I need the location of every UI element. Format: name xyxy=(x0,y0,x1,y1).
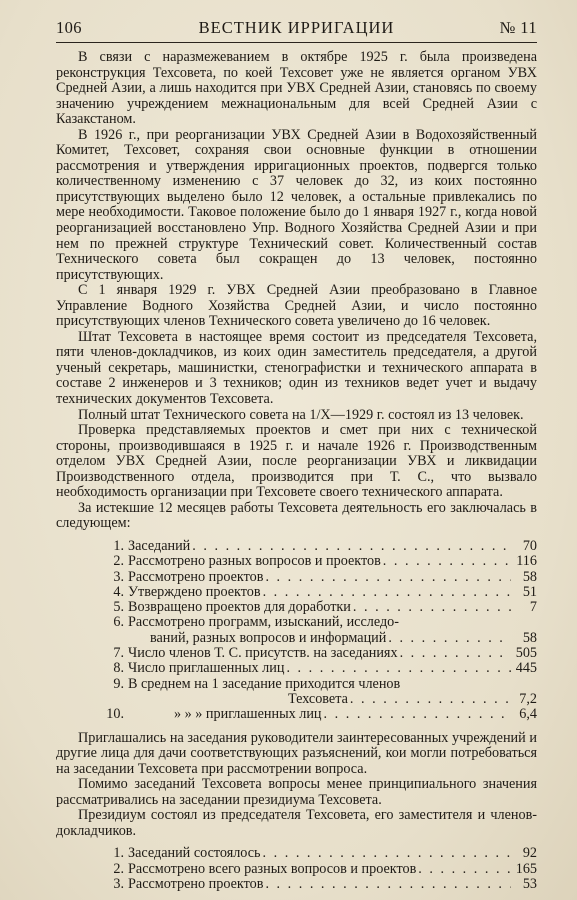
item-number: 1. xyxy=(113,845,124,862)
list-item xyxy=(106,677,537,692)
item-number: 3. xyxy=(113,568,124,585)
list-item-continuation xyxy=(106,631,537,646)
item-number: 6. xyxy=(113,614,124,631)
item-label: Число членов Т. С. присутств. на заседаниях xyxy=(128,645,398,662)
leader-dots xyxy=(190,539,511,555)
item-label: Рассмотрено проектов xyxy=(128,875,264,892)
list-item xyxy=(106,570,537,585)
item-label: Утверждено проектов xyxy=(128,583,261,600)
paragraph: В связи с наразмежеванием в октябре 1925 г. была произведена реконструкция Техсовета, по коей Техсовет уже не является органом УВХ Средней Азии, а лишь находится при УВХ Средней Азии, становясь по своему значению учреждением межнациональным для всей Средней Азии с Казакстаном. xyxy=(56,49,537,128)
item-label: Рассмотрено разных вопросов и проектов xyxy=(128,553,381,570)
leader-dots xyxy=(381,554,511,570)
item-number: 9. xyxy=(113,675,124,692)
leader-dots xyxy=(351,600,511,616)
leader-dots xyxy=(322,707,511,723)
item-value: 7,2 xyxy=(519,690,537,707)
leader-dots xyxy=(261,846,511,862)
item-label: » » » приглашенных лиц xyxy=(174,706,322,723)
list-item xyxy=(106,846,537,861)
leader-dots xyxy=(261,585,511,601)
item-label: Рассмотрено проектов xyxy=(128,568,264,585)
item-number: 2. xyxy=(113,860,124,877)
item-value: 505 xyxy=(515,645,537,662)
presidium-list xyxy=(106,846,537,892)
leader-dots xyxy=(263,570,511,586)
page-number: 106 xyxy=(56,18,82,37)
paragraph: Проверка представляемых проектов и смет при них с технической стороны, производившаяся в 1925 г. и начале 1926 г. Производственным отделом УВХ Средней Азии, после реорганизации УВХ и ликвидации Производственного отдела, производится при Т. С., что вызвало необходимость организации при Техсовете своего технического аппарата. xyxy=(56,422,537,501)
item-number: 5. xyxy=(113,599,124,616)
running-header xyxy=(56,16,537,43)
item-number: 2. xyxy=(113,553,124,570)
paragraph: В 1926 г., при реорганизации УВХ Средней Азии в Водохозяйственный Комитет, Техсовет, сохраняя свои основные функции в отношении рассмотрения и утверждения ирригационных проектов, подвергся только количественному изменению с 37 человек до 32, из коих постоянно присутствующих выделено было 12 человек, а остальные привлекались по мере необходимости. Таковое положение было до 1 января 1927 г., когда новой реорганизацией восстановлено Упр. Водного Хозяйства Средней Азии и при нем по прежней структуре Технический совет. Количественный состав Технического совета был сокращен до 13 человек, постоянно присутствующих. xyxy=(56,126,537,283)
item-value: 70 xyxy=(522,537,537,554)
item-number: 7. xyxy=(113,645,124,662)
item-number: 1. xyxy=(113,537,124,554)
paragraph: Штат Техсовета в настоящее время состоит из председателя Техсовета, пяти членов-докладчиков, из коих один заместитель председателя, а другой ученый секретарь, машинистки, стенографистки и технического аппарата в составе 2 инженеров и 3 техников; один из техников ведет учет и выдачу технических документов Техсовета. xyxy=(56,328,537,408)
leader-dots xyxy=(348,692,511,708)
item-value: 92 xyxy=(522,845,537,862)
item-number: 8. xyxy=(113,660,124,677)
list-item xyxy=(106,600,537,615)
issue-number: № 11 xyxy=(499,18,537,37)
item-value: 51 xyxy=(522,583,537,600)
list-item xyxy=(106,585,537,600)
leader-dots xyxy=(416,862,511,878)
item-value: 7 xyxy=(529,599,537,616)
list-item xyxy=(106,661,537,676)
leader-dots xyxy=(386,631,511,647)
paragraph: С 1 января 1929 г. УВХ Средней Азии преобразовано в Главное Управление Водного Хозяйства Средней Азии, и число постоянно присутствующих членов Технического совета увеличено до 16 человек. xyxy=(56,282,537,330)
paragraph: Помимо заседаний Техсовета вопросы менее принципиального значения рассматривались на заседании президиума Техсовета. xyxy=(56,776,537,808)
item-value: 58 xyxy=(522,629,537,646)
item-label: Заседаний состоялось xyxy=(128,845,261,862)
item-label: ваний, разных вопросов и информаций xyxy=(150,629,387,646)
item-label: Техсовета xyxy=(288,690,348,707)
list-item xyxy=(106,862,537,877)
item-value: 165 xyxy=(515,860,537,877)
item-value: 116 xyxy=(516,553,537,570)
list-item-continuation xyxy=(106,692,537,707)
list-item xyxy=(106,554,537,569)
item-number: 4. xyxy=(113,583,124,600)
item-value: 445 xyxy=(515,660,537,677)
item-label: Рассмотрено всего разных вопросов и проектов xyxy=(128,860,417,877)
article-body xyxy=(56,50,537,892)
item-number: 3. xyxy=(113,875,124,892)
paragraph: Президиум состоял из председателя Техсовета, его заместителя и членов-докладчиков. xyxy=(56,807,537,839)
leader-dots xyxy=(398,646,511,662)
item-label: Возвращено проектов для доработки xyxy=(128,599,351,616)
list-item xyxy=(106,539,537,554)
item-number: 10. xyxy=(106,706,124,723)
list-item xyxy=(106,877,537,892)
leader-dots xyxy=(263,877,511,893)
item-label: В среднем на 1 заседание приходится членов xyxy=(128,675,401,692)
paragraph: Полный штат Технического совета на 1/X—1929 г. состоял из 13 человек. xyxy=(78,406,524,423)
journal-title: ВЕСТНИК ИРРИГАЦИИ xyxy=(198,18,395,37)
item-value: 58 xyxy=(522,568,537,585)
paragraph: Приглашались на заседания руководители заинтересованных учреждений и другие лица для дачи соответствующих разъяснений, кои могли потребоваться на заседании Техсовета при рассмотрении вопроса. xyxy=(56,729,537,777)
item-label: Заседаний xyxy=(128,537,191,554)
item-value: 6,4 xyxy=(519,706,537,723)
item-label: Число приглашенных лиц xyxy=(128,660,285,677)
list-item xyxy=(106,646,537,661)
item-label: Рассмотрено программ, изысканий, исследо- xyxy=(128,614,399,631)
paragraph: За истекшие 12 месяцев работы Техсовета деятельность его заключалась в следующем: xyxy=(56,499,537,532)
activity-list xyxy=(106,539,537,723)
item-value: 53 xyxy=(522,875,537,892)
leader-dots xyxy=(284,661,511,677)
list-item xyxy=(106,707,537,722)
list-item xyxy=(106,615,537,630)
